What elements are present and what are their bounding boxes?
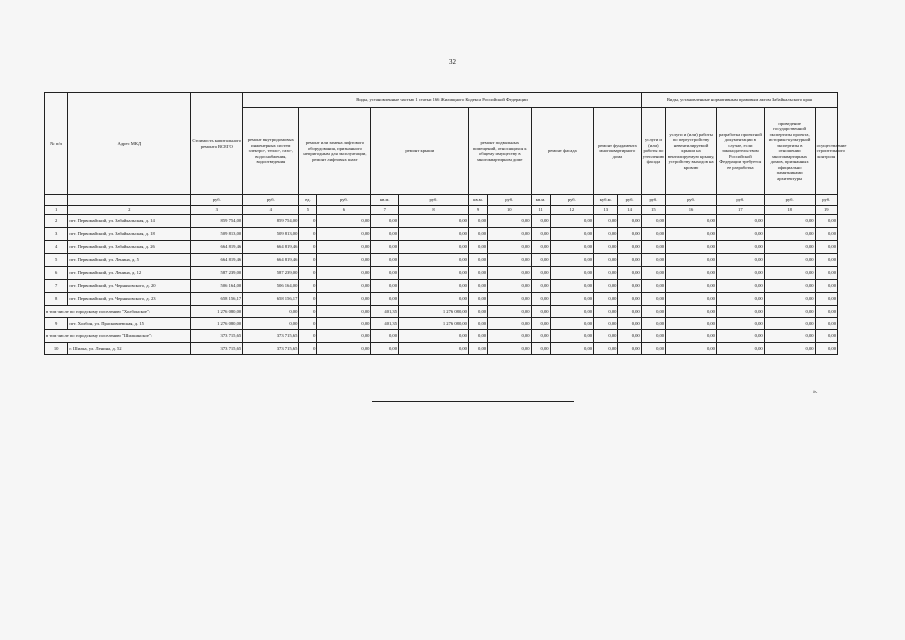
table-cell-value: 0,00 [550, 267, 593, 280]
table-cell-value: 0,00 [531, 228, 550, 241]
table-cell-value: 0,00 [531, 330, 550, 343]
table-cell-value: 0,00 [618, 228, 641, 241]
table-cell-value: 0 [299, 280, 317, 293]
table-cell-value: 0,00 [468, 254, 487, 267]
table-cell-value: 1 276 080,00 [191, 318, 243, 330]
table-cell-value: 509 813,00 [191, 228, 243, 241]
table-cell-value: 658 156,17 [191, 293, 243, 306]
column-numbers-row [45, 206, 838, 215]
row-address: г. Шилка, ул. Ленина, д. 52 [68, 343, 191, 355]
table-cell-value: 0,00 [618, 293, 641, 306]
table-cell-value: 0,00 [317, 306, 371, 318]
table-cell-value: 0,00 [618, 254, 641, 267]
unit-cell: кв.м. [371, 195, 399, 206]
table-cell-value: 0,00 [317, 318, 371, 330]
unit-cell: руб. [666, 195, 717, 206]
table-cell-value: 0,00 [618, 215, 641, 228]
row-number: 9 [45, 318, 68, 330]
table-row [45, 318, 838, 330]
table-cell-value: 0,00 [531, 280, 550, 293]
table-cell-value: 0,00 [815, 267, 837, 280]
table-cell-value: 0,00 [815, 293, 837, 306]
table-cell-value: 0,00 [468, 318, 487, 330]
table-cell-value: 0,00 [550, 343, 593, 355]
table-cell-value: 859 754,00 [191, 215, 243, 228]
unit-cell: ед. [299, 195, 317, 206]
table-cell-value: 401,35 [371, 318, 399, 330]
header-group-federal: Виды, установленные частью 1 статьи 166 Жилищного Кодекса Российской Федерации [243, 93, 642, 108]
col-number: 17 [716, 206, 764, 215]
row-number: 8 [45, 293, 68, 306]
table-cell-value: 0,00 [594, 280, 618, 293]
table-cell-value: 0,00 [531, 254, 550, 267]
table-cell-value: 0,00 [371, 215, 399, 228]
table-cell-value: 0,00 [666, 228, 717, 241]
row-number: 3 [45, 228, 68, 241]
col-number: 14 [618, 206, 641, 215]
col-number: 9 [468, 206, 487, 215]
header-expertise: проведение государственной экспертизы проекта, историко-культурной экспертизы в отношении многоквартирных домов, признанных официально памятниками архитектуры [764, 108, 815, 195]
table-cell-value: 0,00 [641, 293, 665, 306]
table-cell-value: 0,00 [399, 267, 469, 280]
table-cell-value: 0,00 [618, 306, 641, 318]
table-cell-value: 0,00 [317, 228, 371, 241]
table-cell-value: 0,00 [618, 330, 641, 343]
table-cell-value: 0,00 [371, 293, 399, 306]
row-address: пгт. Первомайский, ул. Ленина, д. 12 [68, 267, 191, 280]
table-cell-value: 373 715,65 [243, 343, 299, 355]
table-cell-value: 373 715,65 [191, 343, 243, 355]
table-cell-value: 0,00 [550, 318, 593, 330]
table-cell-value: 0,00 [815, 241, 837, 254]
table-cell-value: 1 276 080,00 [399, 306, 469, 318]
table-cell-value: 0,00 [594, 293, 618, 306]
table-cell-value: 0,00 [666, 280, 717, 293]
table-cell-value: 0,00 [594, 318, 618, 330]
table-cell-value: 0,00 [764, 293, 815, 306]
col-number: 15 [641, 206, 665, 215]
table-cell-value: 0,00 [716, 306, 764, 318]
table-cell-value: 0,00 [468, 330, 487, 343]
table-cell-value: 0 [299, 254, 317, 267]
table-cell-value: 0,00 [468, 215, 487, 228]
unit-cell: руб. [243, 195, 299, 206]
table-cell-value: 0,00 [815, 254, 837, 267]
table-cell-value: 0,00 [618, 280, 641, 293]
table-cell-value: 0,00 [488, 228, 531, 241]
unit-cell: руб. [191, 195, 243, 206]
table-cell-value: 0 [299, 330, 317, 343]
table-cell-value: 0 [299, 293, 317, 306]
row-address: пгт. Первомайский, ул. Забайкальская, д. 18 [68, 228, 191, 241]
table-cell-value: 0 [299, 215, 317, 228]
row-number: 5 [45, 254, 68, 267]
table-cell-value: 401,35 [371, 306, 399, 318]
row-address: пгт. Первомайский, ул. Черняховского, д. 23 [68, 293, 191, 306]
table-cell-value: 0,00 [488, 267, 531, 280]
table-cell-value: 0,00 [716, 318, 764, 330]
table-cell-value: 0,00 [815, 343, 837, 355]
table-cell-value: 0,00 [550, 241, 593, 254]
table-cell-value: 664 819,46 [191, 241, 243, 254]
table-cell-value: 0,00 [488, 330, 531, 343]
table-cell-value: 0 [299, 241, 317, 254]
col-number: 3 [191, 206, 243, 215]
subtotal-row [45, 306, 838, 318]
table-cell-value: 0,00 [243, 306, 299, 318]
table-cell-value: 0,00 [468, 343, 487, 355]
col-number: 8 [399, 206, 469, 215]
table-cell-value: 0,00 [666, 267, 717, 280]
subtotal-label: в том числе по городскому поселению "Холбонское": [45, 306, 191, 318]
table-cell-value: 0,00 [594, 241, 618, 254]
unit-cell: руб. [815, 195, 837, 206]
table-cell-value: 0,00 [550, 215, 593, 228]
table-cell-value: 0,00 [641, 241, 665, 254]
table-cell-value: 0,00 [815, 280, 837, 293]
col-number: 2 [68, 206, 191, 215]
table-cell-value: 0,00 [666, 254, 717, 267]
row-address: пгт. Первомайский, ул. Ленина, д. 5 [68, 254, 191, 267]
table-cell-value: 0,00 [764, 241, 815, 254]
col-number: 10 [488, 206, 531, 215]
table-cell-value: 0,00 [468, 228, 487, 241]
table-cell-value: 587 239,00 [243, 267, 299, 280]
table-cell-value: 0,00 [531, 215, 550, 228]
table-cell-value: 0,00 [641, 330, 665, 343]
table-cell-value: 0,00 [815, 330, 837, 343]
subtotal-row [45, 330, 838, 343]
table-cell-value: 0,00 [550, 280, 593, 293]
header-group-regional: Виды, установленные нормативным правовым актом Забайкальского края [641, 93, 837, 108]
table-cell-value: 0,00 [317, 293, 371, 306]
col-number: 16 [666, 206, 717, 215]
table-cell-value: 0,00 [371, 267, 399, 280]
table-cell-value: 0 [299, 228, 317, 241]
table-cell-value: 0,00 [594, 267, 618, 280]
table-cell-value: 0,00 [716, 241, 764, 254]
table-cell-value: 0,00 [764, 280, 815, 293]
table-row [45, 215, 838, 228]
table-cell-value: 0,00 [317, 330, 371, 343]
table-cell-value: 0,00 [317, 280, 371, 293]
unit-cell: руб. [399, 195, 469, 206]
table-cell-value: 0,00 [468, 306, 487, 318]
table-row [45, 241, 838, 254]
table-cell-value: 0,00 [815, 228, 837, 241]
table-cell-value: 0,00 [488, 241, 531, 254]
table-cell-value: 0 [299, 318, 317, 330]
table-cell-value: 0,00 [666, 215, 717, 228]
table-cell-value: 664 819,46 [243, 254, 299, 267]
table-cell-value: 0,00 [716, 330, 764, 343]
row-address: пгт. Первомайский, ул. Забайкальская, д. 14 [68, 215, 191, 228]
page-number: 32 [449, 58, 456, 66]
table-row [45, 254, 838, 267]
row-address: пгт. Первомайский, ул. Черняховского, д. 20 [68, 280, 191, 293]
row-address: пгт. Холбон, ул. Прасковиевская, д. 15 [68, 318, 191, 330]
table-cell-value: 0 [299, 306, 317, 318]
col-number: 19 [815, 206, 837, 215]
table-cell-value: 0,00 [468, 280, 487, 293]
table-cell-value: 0,00 [716, 228, 764, 241]
table-cell-value: 0,00 [594, 254, 618, 267]
table-cell-value: 0,00 [716, 280, 764, 293]
table-cell-value: 0,00 [550, 306, 593, 318]
row-address: пгт. Первомайский, ул. Забайкальская, д. 26 [68, 241, 191, 254]
table-cell-value: 0,00 [488, 215, 531, 228]
table-cell-value: 506 164,00 [243, 280, 299, 293]
table-row [45, 280, 838, 293]
table-cell-value: 0,00 [716, 215, 764, 228]
unit-cell: руб. [550, 195, 593, 206]
table-cell-value: 0 [299, 343, 317, 355]
col-number: 18 [764, 206, 815, 215]
unit-cell: руб. [641, 195, 665, 206]
unit-cell: куб.м. [594, 195, 618, 206]
header-roof-conversion: услуги и (или) работы по переустройству невентилируемой крыши на вентилируемую крышу, устройству выходов на кровлю [666, 108, 717, 195]
unit-cell: руб. [618, 195, 641, 206]
table-cell-value: 373 715,65 [191, 330, 243, 343]
table-cell-value: 0,00 [618, 318, 641, 330]
table-cell-value: 0,00 [764, 318, 815, 330]
col-number: 13 [594, 206, 618, 215]
closing-mark: ». [813, 389, 818, 395]
table-cell-value: 509 813,00 [243, 228, 299, 241]
table-cell-value: 0,00 [666, 330, 717, 343]
table-cell-value: 0,00 [716, 267, 764, 280]
row-number: 10 [45, 343, 68, 355]
header-row-groups [45, 93, 838, 108]
table-cell-value: 0,00 [371, 254, 399, 267]
header-design-docs: разработка проектной документации в случае, если законодательством Российской Федерации требуется ее разработка [716, 108, 764, 195]
table-cell-value: 0,00 [594, 228, 618, 241]
table-cell-value: 0,00 [468, 241, 487, 254]
table-cell-value: 0,00 [468, 293, 487, 306]
unit-cell: руб. [488, 195, 531, 206]
header-facade: ремонт фасада [531, 108, 594, 195]
table-cell-value: 859 754,00 [243, 215, 299, 228]
table-cell-value: 0,00 [666, 318, 717, 330]
unit-cell: кв.м. [468, 195, 487, 206]
table-cell-value: 0,00 [764, 254, 815, 267]
table-cell-value: 0,00 [317, 343, 371, 355]
table-cell-value: 0,00 [550, 330, 593, 343]
table-cell-value: 373 715,65 [243, 330, 299, 343]
table-cell-value: 0,00 [468, 267, 487, 280]
table-cell-value: 0,00 [488, 254, 531, 267]
table-cell-value: 0,00 [618, 343, 641, 355]
table-cell-value: 0,00 [317, 267, 371, 280]
table-cell-value: 0,00 [531, 267, 550, 280]
table-cell-value: 0,00 [594, 343, 618, 355]
table-cell-value: 0,00 [399, 215, 469, 228]
unit-cell: руб. [317, 195, 371, 206]
unit-cell: руб. [764, 195, 815, 206]
table-cell-value: 0,00 [488, 280, 531, 293]
col-number: 12 [550, 206, 593, 215]
header-elevator: ремонт или замена лифтового оборудования, признанного непригодным для эксплуатации, ремонт лифтовых шахт [299, 108, 371, 195]
table-cell-value: 0,00 [618, 267, 641, 280]
table-cell-value: 0,00 [531, 293, 550, 306]
unit-cell: кв.м. [531, 195, 550, 206]
table-cell-value: 0,00 [317, 254, 371, 267]
table-cell-value: 0,00 [399, 228, 469, 241]
table-cell-value: 664 819,46 [191, 254, 243, 267]
header-num: № п/п [45, 93, 68, 195]
header-address: Адрес МКД [68, 93, 191, 195]
table-cell-value: 0,00 [399, 254, 469, 267]
table-row [45, 267, 838, 280]
table-body [45, 215, 838, 355]
header-roof: ремонт крыши [371, 108, 469, 195]
table-cell-value: 0,00 [764, 215, 815, 228]
table-cell-value: 0,00 [488, 343, 531, 355]
col-number: 6 [317, 206, 371, 215]
table-cell-value: 0,00 [666, 241, 717, 254]
row-number: 6 [45, 267, 68, 280]
table-cell-value: 0,00 [531, 318, 550, 330]
table-cell-value: 0,00 [594, 215, 618, 228]
table-cell-value: 0,00 [666, 306, 717, 318]
header-foundation: ремонт фундамента многоквартирного дома [594, 108, 642, 195]
table-row [45, 293, 838, 306]
table-cell-value: 0,00 [371, 343, 399, 355]
table-cell-value: 0,00 [764, 343, 815, 355]
col-number: 1 [45, 206, 68, 215]
subtotal-label: в том числе по городскому поселению "Шилкинское": [45, 330, 191, 343]
capital-repair-table [44, 92, 847, 355]
header-cost-total: Стоимость капитального ремонта ВСЕГО [191, 93, 243, 195]
col-number: 11 [531, 206, 550, 215]
table-cell-value: 0,00 [641, 215, 665, 228]
table-cell-value: 0,00 [488, 318, 531, 330]
col-number: 7 [371, 206, 399, 215]
signature-line [372, 401, 574, 402]
row-number: 2 [45, 215, 68, 228]
table-cell-value: 587 239,00 [191, 267, 243, 280]
table-cell-value: 0,00 [550, 228, 593, 241]
table-cell-value: 1 276 080,00 [191, 306, 243, 318]
table-cell-value: 0,00 [764, 306, 815, 318]
table-cell-value: 0,00 [317, 241, 371, 254]
table-cell-value: 0,00 [399, 330, 469, 343]
table-cell-value: 0,00 [716, 343, 764, 355]
table-cell-value: 0,00 [594, 306, 618, 318]
table-cell-value: 0,00 [531, 306, 550, 318]
table-cell-value: 0,00 [317, 215, 371, 228]
table-cell-value: 0,00 [716, 254, 764, 267]
table-cell-value: 0,00 [641, 254, 665, 267]
table-cell-value: 0,00 [371, 241, 399, 254]
table-cell-value: 0,00 [764, 267, 815, 280]
units-row [45, 195, 838, 206]
table-row [45, 343, 838, 355]
table-cell-value: 0,00 [550, 293, 593, 306]
table-cell-value: 0,00 [641, 280, 665, 293]
table-cell-value: 0,00 [641, 306, 665, 318]
table-cell-value: 664 819,46 [243, 241, 299, 254]
header-control: осуществление строительного контроля [815, 108, 837, 195]
table-cell-value: 0,00 [666, 343, 717, 355]
table-cell-value: 0,00 [399, 280, 469, 293]
table-cell-value: 0,00 [550, 254, 593, 267]
table-cell-value: 0,00 [399, 293, 469, 306]
table-cell-value: 506 164,00 [191, 280, 243, 293]
col-number: 5 [299, 206, 317, 215]
table-cell-value: 0 [299, 267, 317, 280]
table-cell-value: 0,00 [641, 267, 665, 280]
table-cell-value: 0,00 [666, 293, 717, 306]
table-cell-value: 0,00 [764, 330, 815, 343]
table-cell-value: 0,00 [764, 228, 815, 241]
table-cell-value: 0,00 [371, 330, 399, 343]
table-cell-value: 0,00 [371, 280, 399, 293]
table-cell-value: 0,00 [531, 241, 550, 254]
table-cell-value: 0,00 [488, 293, 531, 306]
table-cell-value: 0,00 [243, 318, 299, 330]
header-services: услуги и (или) работы по утеплению фасада [641, 108, 665, 195]
table-cell-value: 0,00 [641, 228, 665, 241]
table-cell-value: 658 156,17 [243, 293, 299, 306]
table-cell-value: 0,00 [531, 343, 550, 355]
row-number: 4 [45, 241, 68, 254]
unit-cell: руб. [716, 195, 764, 206]
table-cell-value: 0,00 [618, 241, 641, 254]
table-cell-value: 0,00 [641, 343, 665, 355]
table-cell-value: 0,00 [815, 215, 837, 228]
table-cell-value: 0,00 [815, 306, 837, 318]
header-internal-systems: ремонт внутридомовых инженерных систем электро-, тепло-, газо-, водоснабжения, водоотведения [243, 108, 299, 195]
table-row [45, 228, 838, 241]
table-cell-value: 0,00 [641, 318, 665, 330]
table-cell-value: 0,00 [815, 318, 837, 330]
row-number: 7 [45, 280, 68, 293]
table-cell-value: 0,00 [488, 306, 531, 318]
table-cell-value: 0,00 [399, 343, 469, 355]
table-cell-value: 0,00 [371, 228, 399, 241]
table-cell-value: 0,00 [399, 241, 469, 254]
table-cell-value: 1 276 080,00 [399, 318, 469, 330]
table-cell-value: 0,00 [594, 330, 618, 343]
table-cell-value: 0,00 [716, 293, 764, 306]
col-number: 4 [243, 206, 299, 215]
header-basement: ремонт подвальных помещений, относящихся к общему имуществу в многоквартирном доме [468, 108, 531, 195]
